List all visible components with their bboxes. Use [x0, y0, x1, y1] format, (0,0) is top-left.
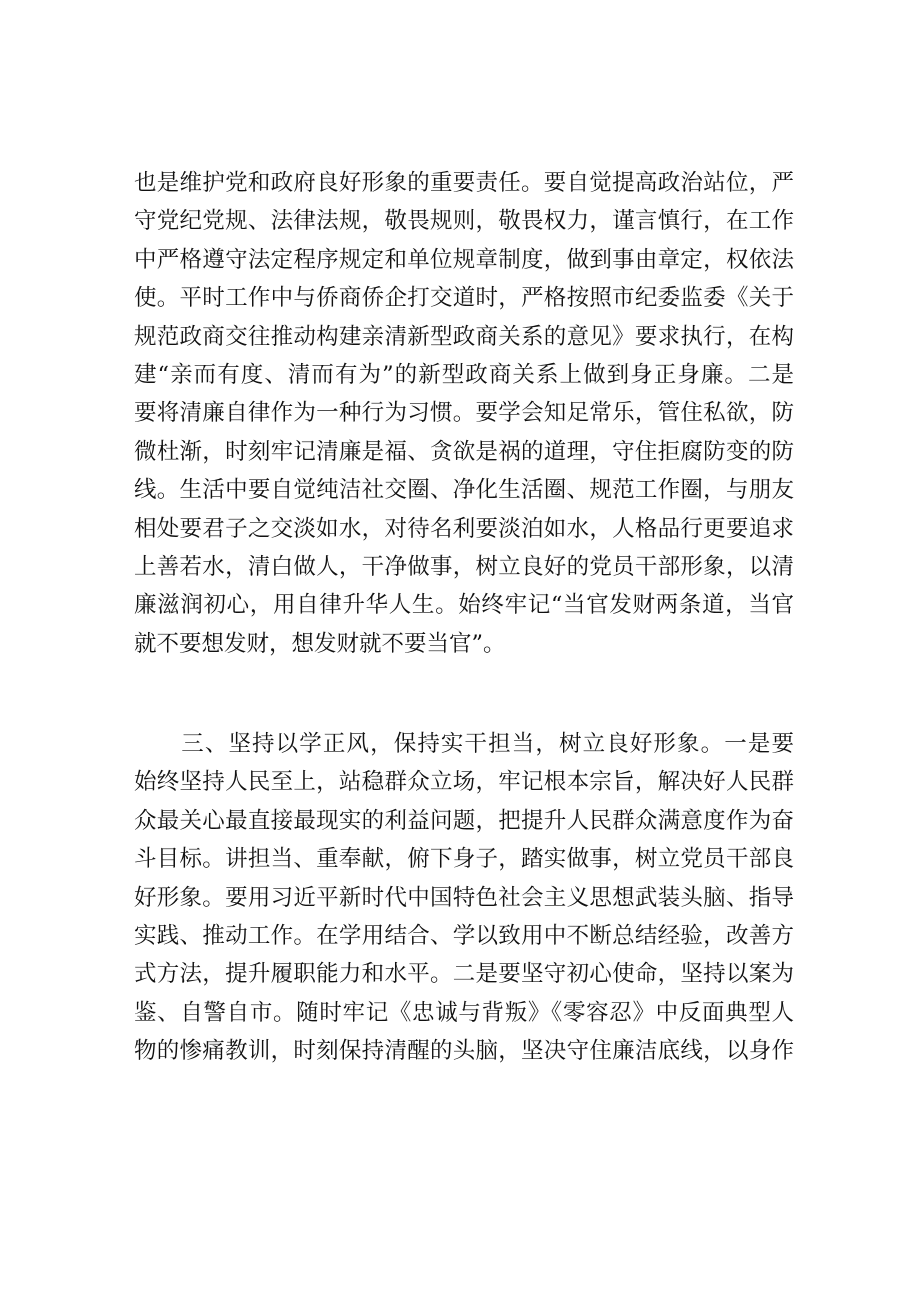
- text-line: 建“亲而有度、清而有为”的新型政商关系上做到身正身廉。二是: [134, 361, 794, 388]
- text-line: 众最关心最直接最现实的利益问题，把提升人民群众满意度作为奋: [134, 807, 794, 834]
- text-line: 好形象。要用习近平新时代中国特色社会主义思想武装头脑、指导: [134, 884, 794, 911]
- text-line: 使。平时工作中与侨商侨企打交道时，严格按照市纪委监委《关于: [134, 285, 794, 312]
- text-line: 斗目标。讲担当、重奉献，俯下身子，踏实做事，树立党员干部良: [134, 846, 794, 873]
- text-line: 三、坚持以学正风，保持实干担当，树立良好形象。一是要: [134, 731, 794, 757]
- text-line: 线。生活中要自觉纯洁社交圈、净化生活圈、规范工作圈，与朋友: [134, 477, 794, 504]
- text-line: 始终坚持人民至上，站稳群众立场，牢记根本宗旨，解决好人民群: [134, 769, 794, 796]
- text-line: 也是维护党和政府良好形象的重要责任。要自觉提高政治站位，严: [134, 170, 794, 196]
- text-line: 相处要君子之交淡如水，对待名利要淡泊如水，人格品行更要追求: [134, 515, 794, 542]
- text-line: 鉴、自警自市。随时牢记《忠诚与背叛》《零容忍》中反面典型人: [134, 999, 794, 1026]
- text-line: 式方法，提升履职能力和水平。二是要坚守初心使命，坚持以案为: [134, 961, 794, 988]
- text-line: 就不要想发财，想发财就不要当官”。: [134, 630, 506, 657]
- text-line: 中严格遵守法定程序规定和单位规章制度，做到事由章定，权依法: [134, 246, 794, 273]
- text-line: 规范政商交往推动构建亲清新型政商关系的意见》要求执行，在构: [134, 323, 794, 350]
- text-line: 要将清廉自律作为一种行为习惯。要学会知足常乐，管住私欲，防: [134, 400, 794, 427]
- text-line: 物的惨痛教训，时刻保持清醒的头脑，坚决守住廉洁底线，以身作: [134, 1038, 794, 1065]
- text-line: 上善若水，清白做人，干净做事，树立良好的党员干部形象，以清: [134, 553, 794, 580]
- paragraph-2: [134, 725, 794, 1071]
- text-line: 廉滋润初心，用自律升华人生。始终牢记“当官发财两条道，当官: [134, 592, 794, 619]
- text-line: 实践、推动工作。在学用结合、学以致用中不断总结经验，改善方: [134, 922, 794, 949]
- text-line: 守党纪党规、法律法规，敬畏规则，敬畏权力，谨言慎行，在工作: [134, 208, 794, 235]
- paragraph-1: [134, 164, 794, 663]
- text-line: 微杜渐，时刻牢记清廉是福、贪欲是祸的道理，守住拒腐防变的防: [134, 438, 794, 465]
